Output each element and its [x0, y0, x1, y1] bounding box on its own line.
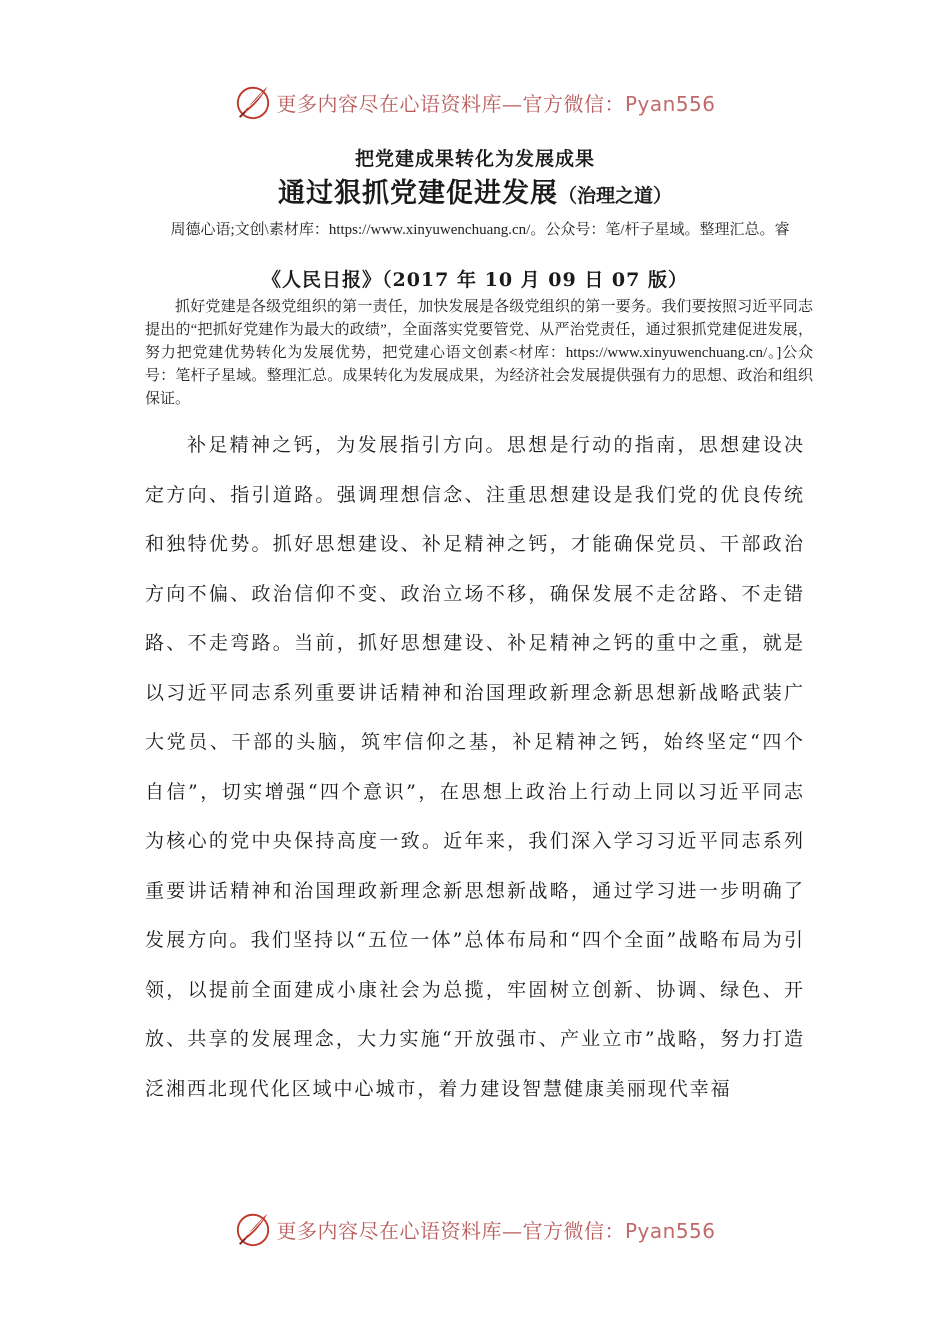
watermark-text: 更多内容尽在心语资料库—官方微信：Pyan556 [276, 1218, 716, 1243]
abstract-paragraph: 抓好党建是各级党组织的第一责任，加快发展是各级党组织的第一要务。我们要按照习近平同志提出的“把抓好党建作为最大的政绩”，全面落实党要管党、从严治党责任，通过狠抓党建促进发展，努力把党建优势转化为发展优势，把党建心语文创素<材库：https://www.xinyuwenchuang.cn/。]公众号：笔杆子星域。整理汇总。成果转化为发展成果，为经济社会发展提供强有力的思想、政治和组织保证。 [145, 299, 813, 407]
document-subtitle: 把党建成果转化为发展成果 [354, 148, 595, 170]
header-watermark-banner [0, 80, 950, 124]
source-line: 周德心语;文创\素材库：https://www.xinyuwenchuang.cn/。公众号：笔/杆子星域。整理汇总。睿 [170, 222, 790, 238]
body-paragraph: 补足精神之钙，为发展指引方向。思想是行动的指南，思想建设决定方向、指引道路。强调理想信念、注重思想建设是我们党的优良传统和独特优势。抓好思想建设、补足精神之钙，才能确保党员、干部政治方向不偏、政治信仰不变、政治立场不移，确保发展不走岔路、不走错路、不走弯路。当前，抓好思想建设、补足精神之钙的重中之重，就是以习近平同志系列重要讲话精神和治国理政新理念新思想新战略武装广大党员、干部的头脑，筑牢信仰之基，补足精神之钙，始终坚定“四个自信”，切实增强“四个意识”，在思想上政治上行动上同以习近平同志为核心的党中央保持高度一致。近年来，我们深入学习习近平同志系列重要讲话精神和治国理政新理念新思想新战略，通过学习进一步明确了发展方向。我们坚持以“五位一体”总体布局和“四个全面”战略布局为引领，以提前全面建成小康社会为总揽，牢固树立创新、协调、绿色、开放、共享的发展理念，大力实施“开放强市、产业立市”战略，努力打造泛湘西北现代化区域中心城市，着力建设智慧健康美丽现代幸福 [145, 434, 805, 1100]
title-paren: （治理之道） [557, 185, 672, 207]
title-main: 通过狠抓党建促进发展 [277, 178, 558, 209]
quill-pen-logo-icon [234, 1210, 272, 1248]
footer-watermark-banner [0, 1207, 950, 1251]
publication-line: 《人民日报》（2017 年 10 月 09 日 07 版） [261, 269, 688, 291]
quill-pen-logo-icon [234, 83, 272, 121]
watermark-handle: Pyan556 [624, 1218, 716, 1243]
watermark-handle: Pyan556 [624, 91, 716, 116]
watermark-text: 更多内容尽在心语资料库—官方微信：Pyan556 [276, 91, 716, 116]
document-title [0, 171, 950, 210]
